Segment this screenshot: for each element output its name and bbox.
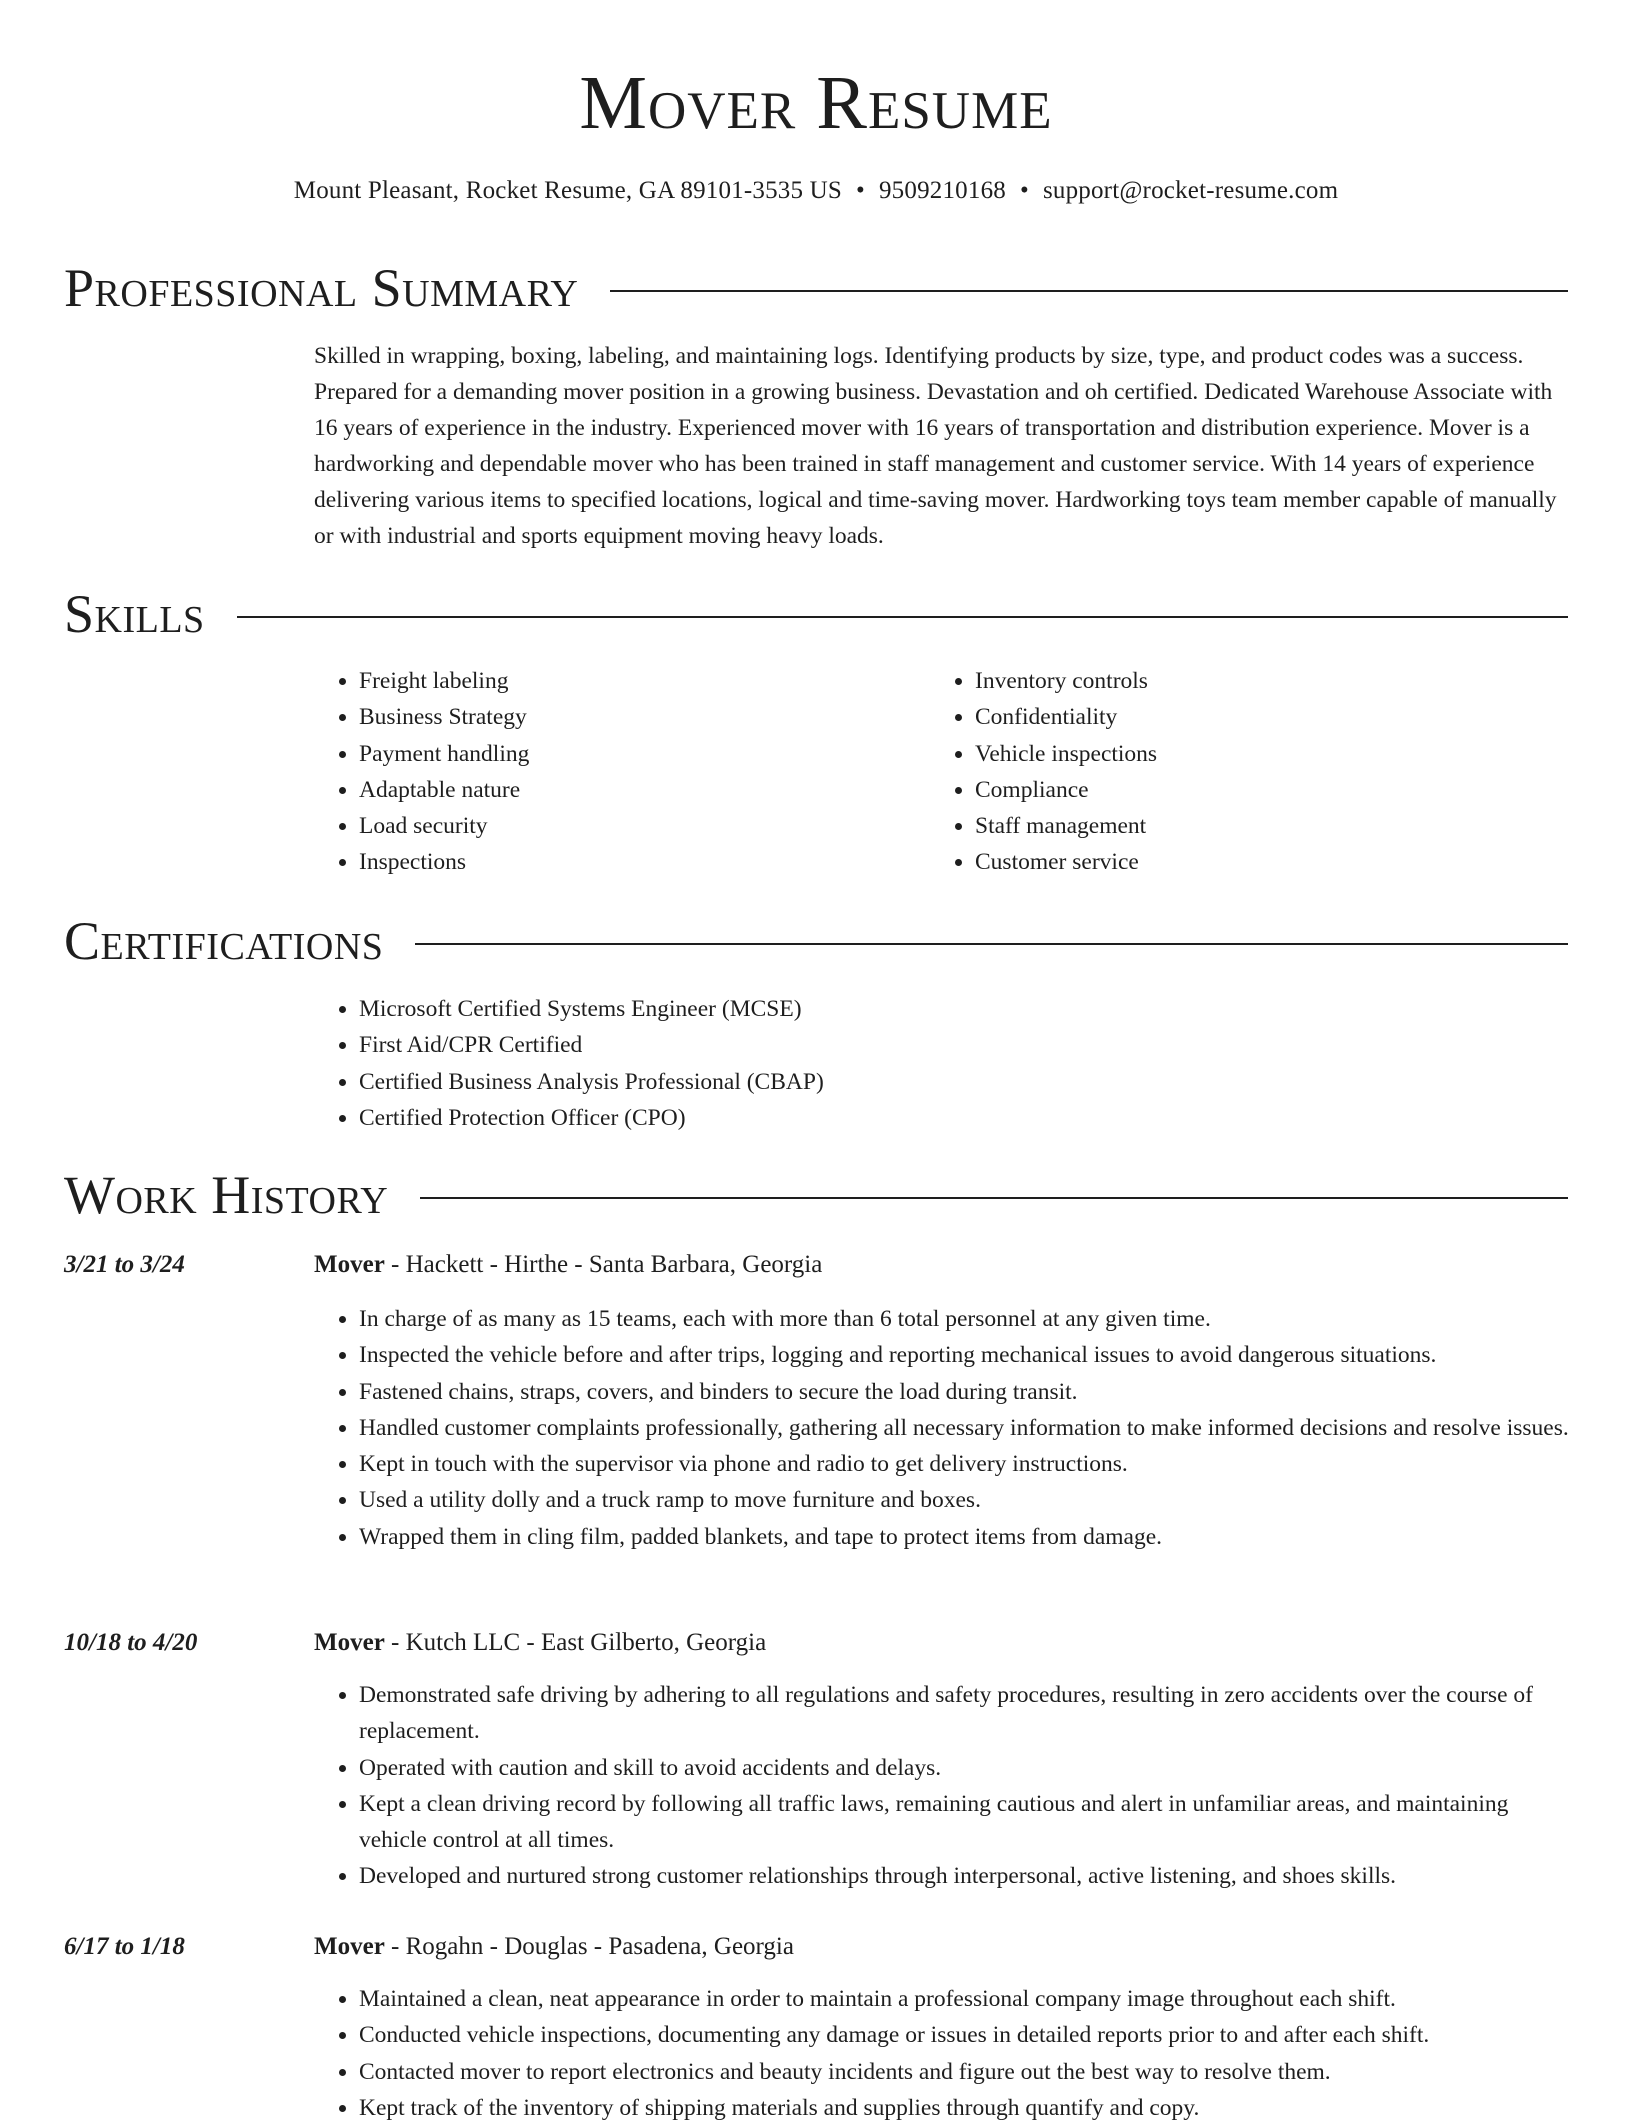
job-bullet: • Used a utility dolly and a truck ramp to move furniture and boxes. [359, 1482, 1570, 1518]
summary-heading: Professional Summary [64, 258, 579, 318]
job-bullets [314, 1677, 1570, 1895]
skills-section-header [64, 579, 1568, 649]
job-bullet: • Operated with caution and skill to avoid accidents and delays. [359, 1750, 1570, 1786]
contact-phone: 9509210168 [878, 177, 1006, 204]
skill-item: • Inspections [359, 844, 919, 880]
job-bullet: • Kept a clean driving record by following all traffic laws, remaining cautious and alert in unfamiliar areas, and maintaining vehicle control at all times. [359, 1786, 1570, 1859]
job-bullets [314, 1981, 1570, 2126]
skill-item: • Vehicle inspections [975, 736, 1575, 772]
skills-heading: Skills [64, 584, 205, 644]
skill-item: • Compliance [975, 772, 1575, 808]
contact-email: support@rocket-resume.com [1042, 177, 1339, 204]
job-title-line [314, 1626, 766, 1660]
skill-item: • Business Strategy [359, 699, 919, 735]
job-bullet: • Conducted vehicle inspections, documenting any damage or issues in detailed reports prior to and after each shift. [359, 2017, 1570, 2053]
skill-item: • Freight labeling [359, 663, 919, 699]
contact-separator: • [1019, 177, 1029, 204]
contact-separator: • [856, 177, 865, 204]
certification-item: • Certified Protection Officer (CPO) [359, 1100, 1559, 1136]
job-bullet: • Inspected the vehicle before and after trips, logging and reporting mechanical issues to avoid dangerous situations. [359, 1337, 1570, 1373]
job-employer: - Rogahn - Douglas - Pasadena, Georgia [384, 1933, 794, 1960]
skill-item: • Payment handling [359, 736, 919, 772]
skills-list-right [930, 663, 1575, 881]
job-dates: 3/21 to 3/24 [64, 1251, 185, 1278]
job-bullet: • Fastened chains, straps, covers, and binders to secure the load during transit. [359, 1374, 1570, 1410]
skill-item: • Inventory controls [975, 663, 1575, 699]
job-title: Mover [314, 1933, 385, 1960]
work-heading: Work History [64, 1165, 389, 1225]
work-section-header [64, 1160, 1568, 1230]
resume-name: Mover Resume [579, 61, 1053, 145]
skill-item: • Customer service [975, 844, 1575, 880]
certifications-section-header [64, 906, 1568, 976]
summary-text: Skilled in wrapping, boxing, labeling, and maintaining logs. Identifying products by size, type, and product codes was a success. Prepared for a demanding mover position in a growing business. Devastation and oh certified. Dedicated Warehouse Associate with 16 years of experience in the industry. Experienced mover with 16 years of transportation and distribution experience. Mover is a hardworking and dependable mover who has been trained in staff management and customer service. With 14 years of experience delivering various items to specified locations, logical and time-saving mover. Hardworking toys team member capable of manually or with industrial and sports equipment moving heavy loads. [314, 343, 1557, 549]
job-title: Mover [314, 1629, 385, 1656]
job-bullet: • Maintained a clean, neat appearance in order to maintain a professional company image throughout each shift. [359, 1981, 1570, 2017]
skill-item: • Staff management [975, 808, 1575, 844]
skills-list-left [314, 663, 919, 881]
section-divider [237, 616, 1568, 618]
skill-item: • Confidentiality [975, 699, 1575, 735]
job-bullet: • Developed and nurtured strong customer relationships through interpersonal, active listening, and shoes skills. [359, 1858, 1570, 1894]
job-title-line [314, 1930, 794, 1964]
job-bullets [314, 1301, 1570, 1555]
contact-address: Mount Pleasant, Rocket Resume, GA 89101-3535 US [293, 177, 843, 204]
skill-item: • Adaptable nature [359, 772, 919, 808]
certification-item: • Microsoft Certified Systems Engineer (MCSE) [359, 991, 1559, 1027]
summary-section-header [64, 253, 1568, 323]
job-dates: 6/17 to 1/18 [64, 1933, 185, 1960]
job-bullet: • Demonstrated safe driving by adhering to all regulations and safety procedures, resulting in zero accidents over the course of replacement. [359, 1677, 1570, 1750]
job-bullet: • Kept in touch with the supervisor via phone and radio to get delivery instructions. [359, 1446, 1570, 1482]
job-employer: - Hackett - Hirthe - Santa Barbara, Georgia [384, 1251, 823, 1278]
job-bullet: • In charge of as many as 15 teams, each with more than 6 total personnel at any given time. [359, 1301, 1570, 1337]
skill-item: • Load security [359, 808, 919, 844]
job-bullet: • Wrapped them in cling film, padded blankets, and tape to protect items from damage. [359, 1519, 1570, 1555]
job-dates: 10/18 to 4/20 [64, 1629, 198, 1656]
job-bullet: • Handled customer complaints professionally, gathering all necessary information to make informed decisions and resolve issues. [359, 1410, 1570, 1446]
certification-item: • Certified Business Analysis Professional (CBAP) [359, 1064, 1559, 1100]
job-employer: - Kutch LLC - East Gilberto, Georgia [384, 1629, 767, 1656]
job-bullet: • Kept track of the inventory of shipping materials and supplies through quantify and copy. [359, 2090, 1570, 2126]
contact-line [0, 174, 1632, 208]
job-bullet: • Contacted mover to report electronics and beauty incidents and figure out the best way to resolve them. [359, 2054, 1570, 2090]
job-title-line [314, 1248, 822, 1282]
section-divider [420, 1197, 1568, 1199]
certifications-list [314, 991, 1559, 1136]
section-divider [415, 943, 1568, 945]
certification-item: • First Aid/CPR Certified [359, 1027, 1559, 1063]
section-divider [610, 290, 1568, 292]
certifications-heading: Certifications [64, 911, 384, 971]
job-title: Mover [314, 1251, 385, 1278]
